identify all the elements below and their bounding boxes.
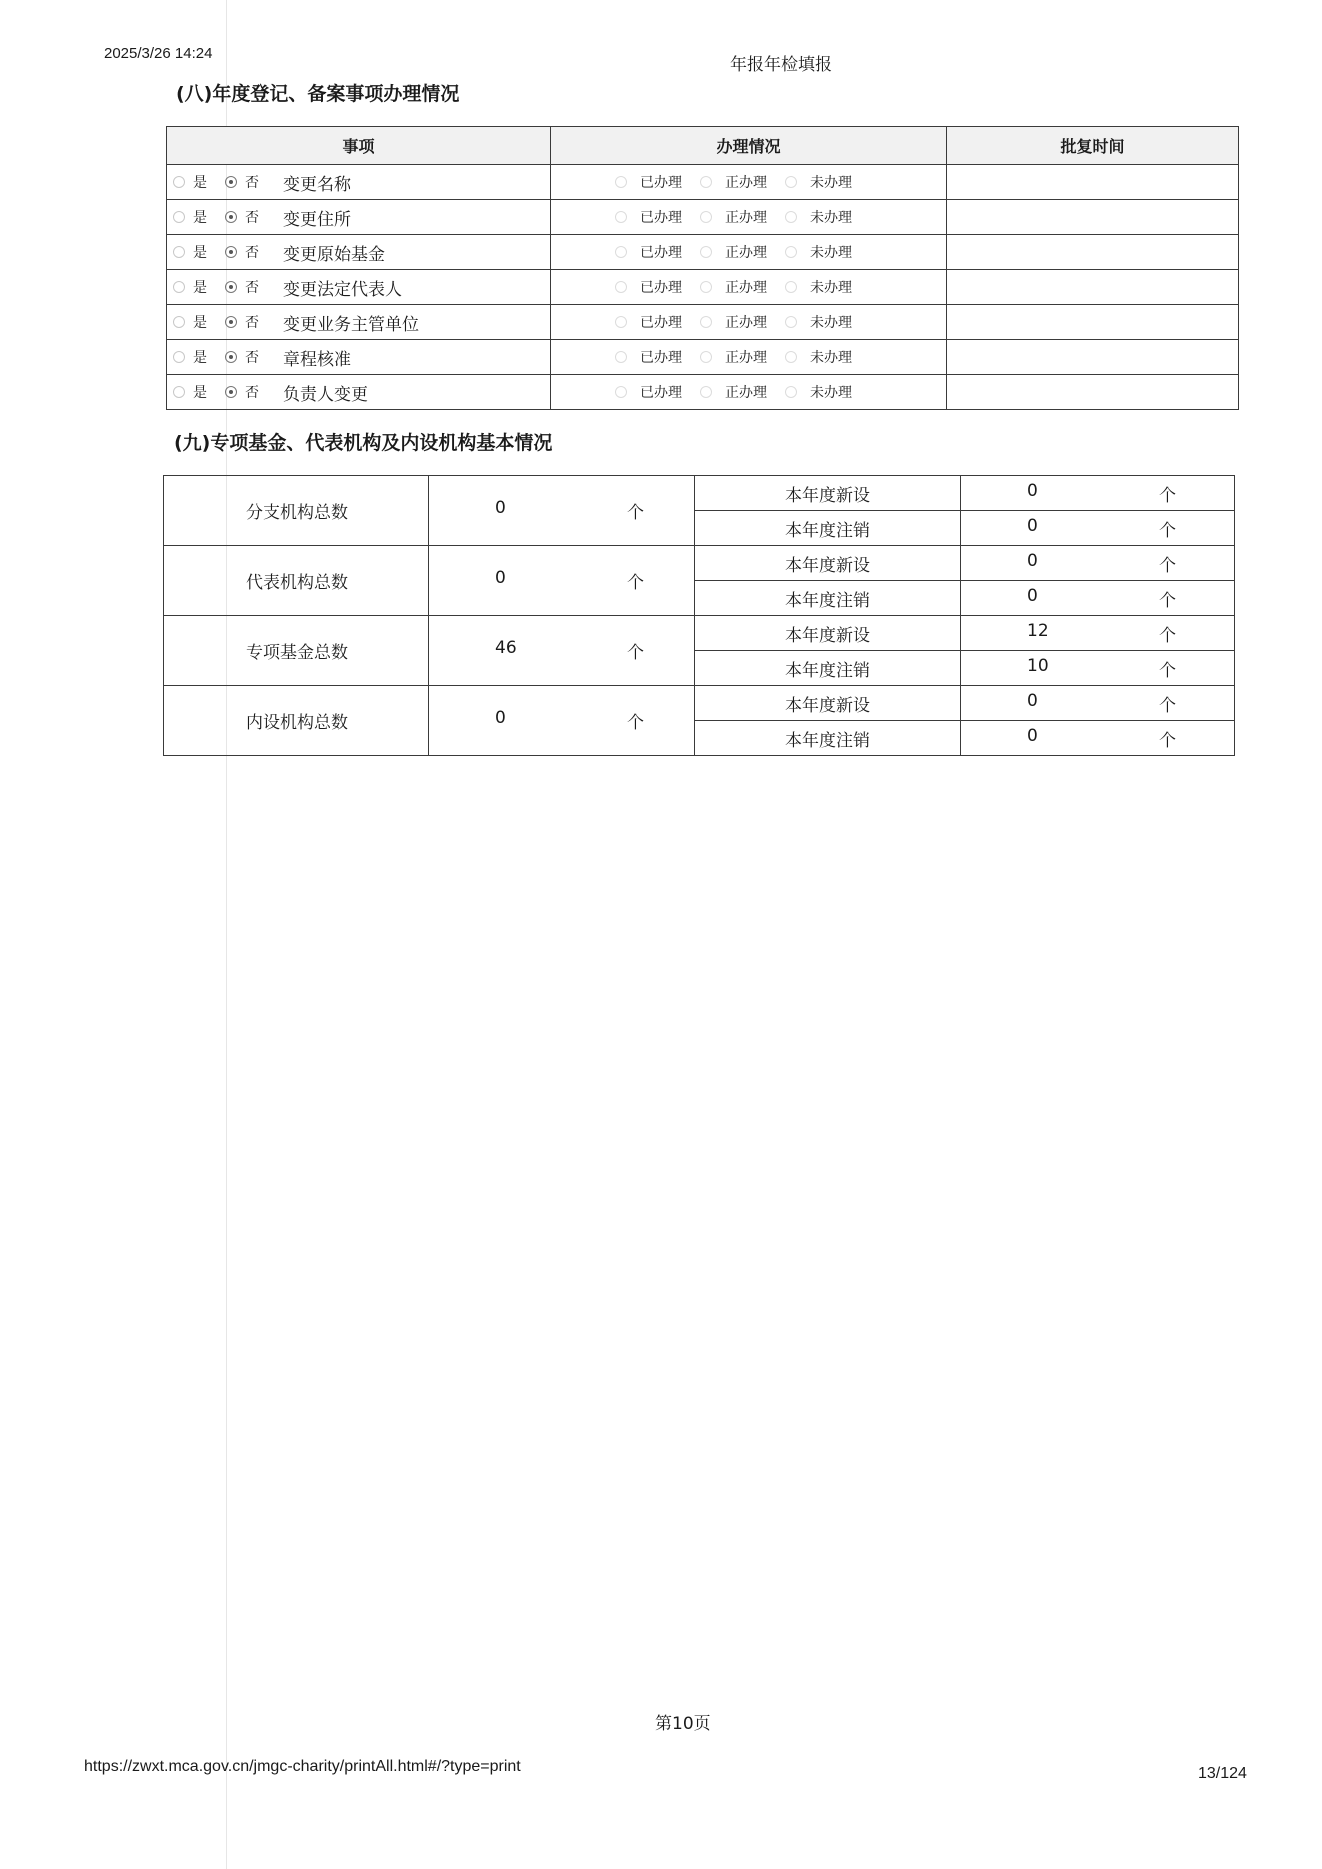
- cancelled-count: 0: [1027, 725, 1038, 746]
- status-radio[interactable]: [700, 211, 712, 223]
- item-name: 变更原始基金: [283, 244, 385, 265]
- no-radio[interactable]: [225, 351, 237, 363]
- yes-label: 是: [193, 280, 207, 296]
- new-count: 0: [1027, 550, 1038, 571]
- yes-radio[interactable]: [173, 316, 185, 328]
- yes-label: 是: [193, 210, 207, 226]
- yes-label: 是: [193, 385, 207, 401]
- no-radio[interactable]: [225, 246, 237, 258]
- approval-time-cell[interactable]: [947, 235, 1239, 270]
- no-label: 否: [245, 175, 259, 191]
- status-radio[interactable]: [700, 386, 712, 398]
- yes-radio[interactable]: [173, 351, 185, 363]
- col-header-status: 办理情况: [551, 127, 947, 165]
- status-radio[interactable]: [615, 351, 627, 363]
- status-option-label: 正办理: [725, 245, 767, 261]
- yes-radio[interactable]: [173, 211, 185, 223]
- unit-label: 个: [627, 573, 644, 593]
- unit-label: 个: [1159, 730, 1176, 751]
- status-option-label: 未办理: [810, 350, 852, 366]
- status-option-label: 正办理: [725, 280, 767, 296]
- status-option-label: 已办理: [640, 175, 682, 191]
- status-radio[interactable]: [785, 316, 797, 328]
- institution-label: 分支机构总数: [164, 476, 429, 546]
- cancelled-count: 10: [1027, 655, 1049, 676]
- table-row: [167, 340, 1239, 375]
- status-option-label: 正办理: [725, 210, 767, 226]
- no-label: 否: [245, 385, 259, 401]
- status-option-label: 未办理: [810, 245, 852, 261]
- print-timestamp: 2025/3/26 14:24: [104, 45, 213, 62]
- status-radio[interactable]: [700, 316, 712, 328]
- yes-radio[interactable]: [173, 281, 185, 293]
- cancel-label: 本年度注销: [695, 511, 961, 546]
- table-row: [164, 546, 1235, 581]
- item-name: 变更法定代表人: [283, 279, 402, 300]
- status-radio[interactable]: [615, 176, 627, 188]
- approval-time-cell[interactable]: [947, 165, 1239, 200]
- new-count: 12: [1027, 620, 1049, 641]
- unit-label: 个: [1159, 695, 1176, 716]
- unit-label: 个: [1159, 520, 1176, 541]
- institution-total: 0: [495, 498, 506, 518]
- status-radio[interactable]: [700, 246, 712, 258]
- yes-label: 是: [193, 315, 207, 331]
- institution-total: 0: [495, 708, 506, 728]
- status-radio[interactable]: [785, 211, 797, 223]
- item-name: 变更业务主管单位: [283, 314, 419, 335]
- no-label: 否: [245, 245, 259, 261]
- table-row: [167, 165, 1239, 200]
- status-radio[interactable]: [700, 351, 712, 363]
- institution-label: 代表机构总数: [164, 546, 429, 616]
- status-radio[interactable]: [615, 386, 627, 398]
- status-option-label: 未办理: [810, 210, 852, 226]
- yes-label: 是: [193, 350, 207, 366]
- registration-items-table: [166, 126, 1239, 410]
- new-count: 0: [1027, 480, 1038, 501]
- status-radio[interactable]: [785, 176, 797, 188]
- approval-time-cell[interactable]: [947, 200, 1239, 235]
- institution-total: 0: [495, 568, 506, 588]
- new-count: 0: [1027, 690, 1038, 711]
- status-option-label: 正办理: [725, 315, 767, 331]
- status-radio[interactable]: [785, 351, 797, 363]
- table-row: [164, 686, 1235, 721]
- new-label: 本年度新设: [695, 476, 961, 511]
- status-option-label: 已办理: [640, 210, 682, 226]
- status-option-label: 正办理: [725, 385, 767, 401]
- unit-label: 个: [1159, 485, 1176, 506]
- status-radio[interactable]: [615, 246, 627, 258]
- no-label: 否: [245, 280, 259, 296]
- unit-label: 个: [1159, 555, 1176, 576]
- table-row: [167, 305, 1239, 340]
- page-number: 第10页: [655, 1714, 711, 1734]
- institution-total: 46: [495, 638, 517, 658]
- unit-label: 个: [627, 713, 644, 733]
- no-radio[interactable]: [225, 281, 237, 293]
- item-name: 负责人变更: [283, 384, 368, 405]
- status-radio[interactable]: [700, 176, 712, 188]
- cancel-label: 本年度注销: [695, 651, 961, 686]
- table-row: [167, 375, 1239, 410]
- approval-time-cell[interactable]: [947, 375, 1239, 410]
- table-row: [164, 476, 1235, 511]
- status-option-label: 已办理: [640, 315, 682, 331]
- status-option-label: 已办理: [640, 350, 682, 366]
- new-label: 本年度新设: [695, 546, 961, 581]
- table-row: [167, 270, 1239, 305]
- col-header-item: 事项: [167, 127, 551, 165]
- status-option-label: 正办理: [725, 350, 767, 366]
- footer-page-count: 13/124: [1198, 1765, 1247, 1782]
- unit-label: 个: [627, 643, 644, 663]
- status-option-label: 未办理: [810, 280, 852, 296]
- no-radio[interactable]: [225, 211, 237, 223]
- item-name: 变更住所: [283, 209, 351, 230]
- col-header-approval-time: 批复时间: [947, 127, 1239, 165]
- no-radio[interactable]: [225, 316, 237, 328]
- no-label: 否: [245, 350, 259, 366]
- cancelled-count: 0: [1027, 585, 1038, 606]
- status-option-label: 正办理: [725, 175, 767, 191]
- status-radio[interactable]: [615, 316, 627, 328]
- item-name: 章程核准: [283, 349, 351, 370]
- institutions-table: [163, 475, 1235, 756]
- table-row: [164, 616, 1235, 651]
- no-radio[interactable]: [225, 386, 237, 398]
- table-header-row: [167, 127, 1239, 165]
- print-header-title: 年报年检填报: [730, 55, 832, 75]
- item-name: 变更名称: [283, 174, 351, 195]
- status-radio[interactable]: [615, 281, 627, 293]
- new-label: 本年度新设: [695, 686, 961, 721]
- cancelled-count: 0: [1027, 515, 1038, 536]
- cancel-label: 本年度注销: [695, 721, 961, 756]
- no-label: 否: [245, 210, 259, 226]
- unit-label: 个: [1159, 625, 1176, 646]
- status-option-label: 已办理: [640, 245, 682, 261]
- no-radio[interactable]: [225, 176, 237, 188]
- approval-time-cell[interactable]: [947, 340, 1239, 375]
- approval-time-cell[interactable]: [947, 305, 1239, 340]
- status-option-label: 未办理: [810, 175, 852, 191]
- section8-title: (八)年度登记、备案事项办理情况: [176, 83, 460, 105]
- yes-label: 是: [193, 245, 207, 261]
- unit-label: 个: [1159, 590, 1176, 611]
- new-label: 本年度新设: [695, 616, 961, 651]
- no-label: 否: [245, 315, 259, 331]
- yes-label: 是: [193, 175, 207, 191]
- section9-title: (九)专项基金、代表机构及内设机构基本情况: [174, 432, 553, 454]
- institution-label: 内设机构总数: [164, 686, 429, 756]
- yes-radio[interactable]: [173, 176, 185, 188]
- status-radio[interactable]: [785, 386, 797, 398]
- footer-url: https://zwxt.mca.gov.cn/jmgc-charity/printAll.html#/?type=print: [84, 1758, 521, 1775]
- table-row: [167, 235, 1239, 270]
- status-option-label: 未办理: [810, 385, 852, 401]
- unit-label: 个: [627, 503, 644, 523]
- yes-radio[interactable]: [173, 386, 185, 398]
- institution-label: 专项基金总数: [164, 616, 429, 686]
- status-radio[interactable]: [785, 281, 797, 293]
- approval-time-cell[interactable]: [947, 270, 1239, 305]
- table-row: [167, 200, 1239, 235]
- yes-radio[interactable]: [173, 246, 185, 258]
- status-radio[interactable]: [785, 246, 797, 258]
- cancel-label: 本年度注销: [695, 581, 961, 616]
- status-radio[interactable]: [615, 211, 627, 223]
- status-radio[interactable]: [700, 281, 712, 293]
- status-option-label: 已办理: [640, 280, 682, 296]
- status-option-label: 未办理: [810, 315, 852, 331]
- unit-label: 个: [1159, 660, 1176, 681]
- status-option-label: 已办理: [640, 385, 682, 401]
